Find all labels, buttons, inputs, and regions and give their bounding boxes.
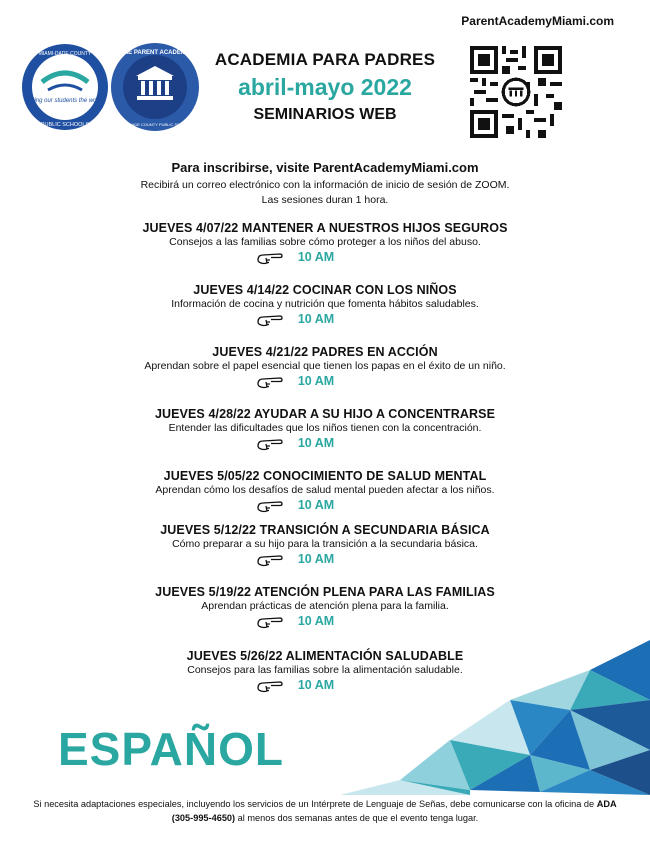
session-time: 10 AM	[297, 614, 335, 628]
session-description: Información de cocina y nutrición que fomenta hábitos saludables.	[171, 298, 479, 310]
pointing-hand-icon	[256, 677, 284, 693]
triangle-decoration	[340, 640, 650, 795]
mdcps-bottom-text: PUBLIC SCHOOLS	[40, 122, 90, 128]
session-description: Aprendan cómo los desafíos de salud mental pueden afectar a los niños.	[155, 484, 495, 496]
session-item	[0, 345, 650, 407]
session-time: 10 AM	[297, 552, 335, 566]
title-webinars: SEMINARIOS WEB	[253, 106, 397, 123]
session-title: JUEVES 4/07/22 MANTENER A NUESTROS HIJOS SEGUROS	[142, 221, 508, 235]
footer-text-1: Si necesita adaptaciones especiales, incluyendo los servicios de un Intérprete de Lenguaje de Señas, debe comunicarse con la oficina de	[33, 799, 597, 809]
mdcps-logo	[22, 44, 108, 130]
session-description: Aprendan sobre el papel esencial que tienen los papas en el éxito de un niño.	[144, 360, 506, 372]
mdcps-tagline: giving our students the world	[26, 98, 104, 104]
session-description: Consejos a las familias sobre cómo proteger a los niños del abuso.	[169, 236, 481, 248]
session-title: JUEVES 5/19/22 ATENCIÓN PLENA PARA LAS FAMILIAS	[155, 585, 495, 599]
session-time: 10 AM	[297, 250, 335, 264]
session-time: 10 AM	[297, 436, 335, 450]
title-academy: ACADEMIA PARA PADRES	[214, 50, 436, 69]
session-title: JUEVES 4/14/22 COCINAR CON LOS NIÑOS	[193, 283, 457, 297]
session-list	[0, 221, 650, 711]
session-description: Aprendan prácticas de atención plena para la familia.	[201, 600, 449, 612]
duration-note: Las sesiones duran 1 hora.	[261, 194, 389, 207]
academy-top-text: THE PARENT ACADEMY	[120, 50, 190, 56]
intro	[0, 160, 650, 208]
session-item	[0, 407, 650, 469]
title-dates: abril-mayo 2022	[238, 74, 412, 100]
title-block	[200, 50, 450, 124]
pointing-hand-icon	[256, 435, 284, 451]
session-title: JUEVES 5/12/22 TRANSICIÓN A SECUNDARIA BÁSICA	[160, 523, 490, 537]
pointing-hand-icon	[256, 551, 284, 567]
session-title: JUEVES 4/28/22 AYUDAR A SU HIJO A CONCENTRARSE	[154, 407, 496, 421]
session-title: JUEVES 5/05/22 CONOCIMIENTO DE SALUD MENTAL	[163, 469, 487, 483]
session-title: JUEVES 4/21/22 PADRES EN ACCIÓN	[212, 345, 438, 359]
pointing-hand-icon	[256, 613, 284, 629]
footer-text-2: al menos dos semanas antes de que el evento tenga lugar.	[235, 813, 479, 824]
site-url[interactable]: ParentAcademyMiami.com	[461, 14, 614, 28]
session-description: Cómo preparar a su hijo para la transición a la secundaria básica.	[172, 538, 478, 550]
qr-code[interactable]	[470, 46, 562, 138]
parent-academy-logo	[111, 43, 199, 131]
session-title: JUEVES 5/26/22 ALIMENTACIÓN SALUDABLE	[186, 649, 464, 663]
pointing-hand-icon	[256, 373, 284, 389]
session-description: Entender las dificultades que los niños tienen con la concentración.	[168, 422, 482, 434]
register-line: Para inscribirse, visite ParentAcademyMiami.com	[171, 160, 479, 175]
school-logos	[20, 42, 210, 132]
session-item	[0, 523, 650, 585]
session-time: 10 AM	[297, 498, 335, 512]
session-item	[0, 469, 650, 523]
session-item	[0, 221, 650, 283]
session-time: 10 AM	[297, 678, 335, 692]
academy-bottom-text: MIAMI-DADE COUNTY PUBLIC SCHOOLS	[115, 122, 195, 127]
ada-contact: ADA (305-995-4650)	[171, 799, 617, 824]
pointing-hand-icon	[256, 249, 284, 265]
pointing-hand-icon	[256, 497, 284, 513]
language-label: ESPAÑOL	[58, 723, 284, 775]
session-description: Consejos para las familias sobre la alimentación saludable.	[187, 664, 463, 676]
email-note: Recibirá un correo electrónico con la información de inicio de sesión de ZOOM.	[140, 179, 510, 191]
mdcps-top-text: MIAMI-DADE COUNTY	[38, 51, 92, 57]
session-time: 10 AM	[297, 312, 335, 326]
session-item	[0, 283, 650, 345]
footer-note	[30, 797, 620, 826]
pointing-hand-icon	[256, 311, 284, 327]
session-time: 10 AM	[297, 374, 335, 388]
